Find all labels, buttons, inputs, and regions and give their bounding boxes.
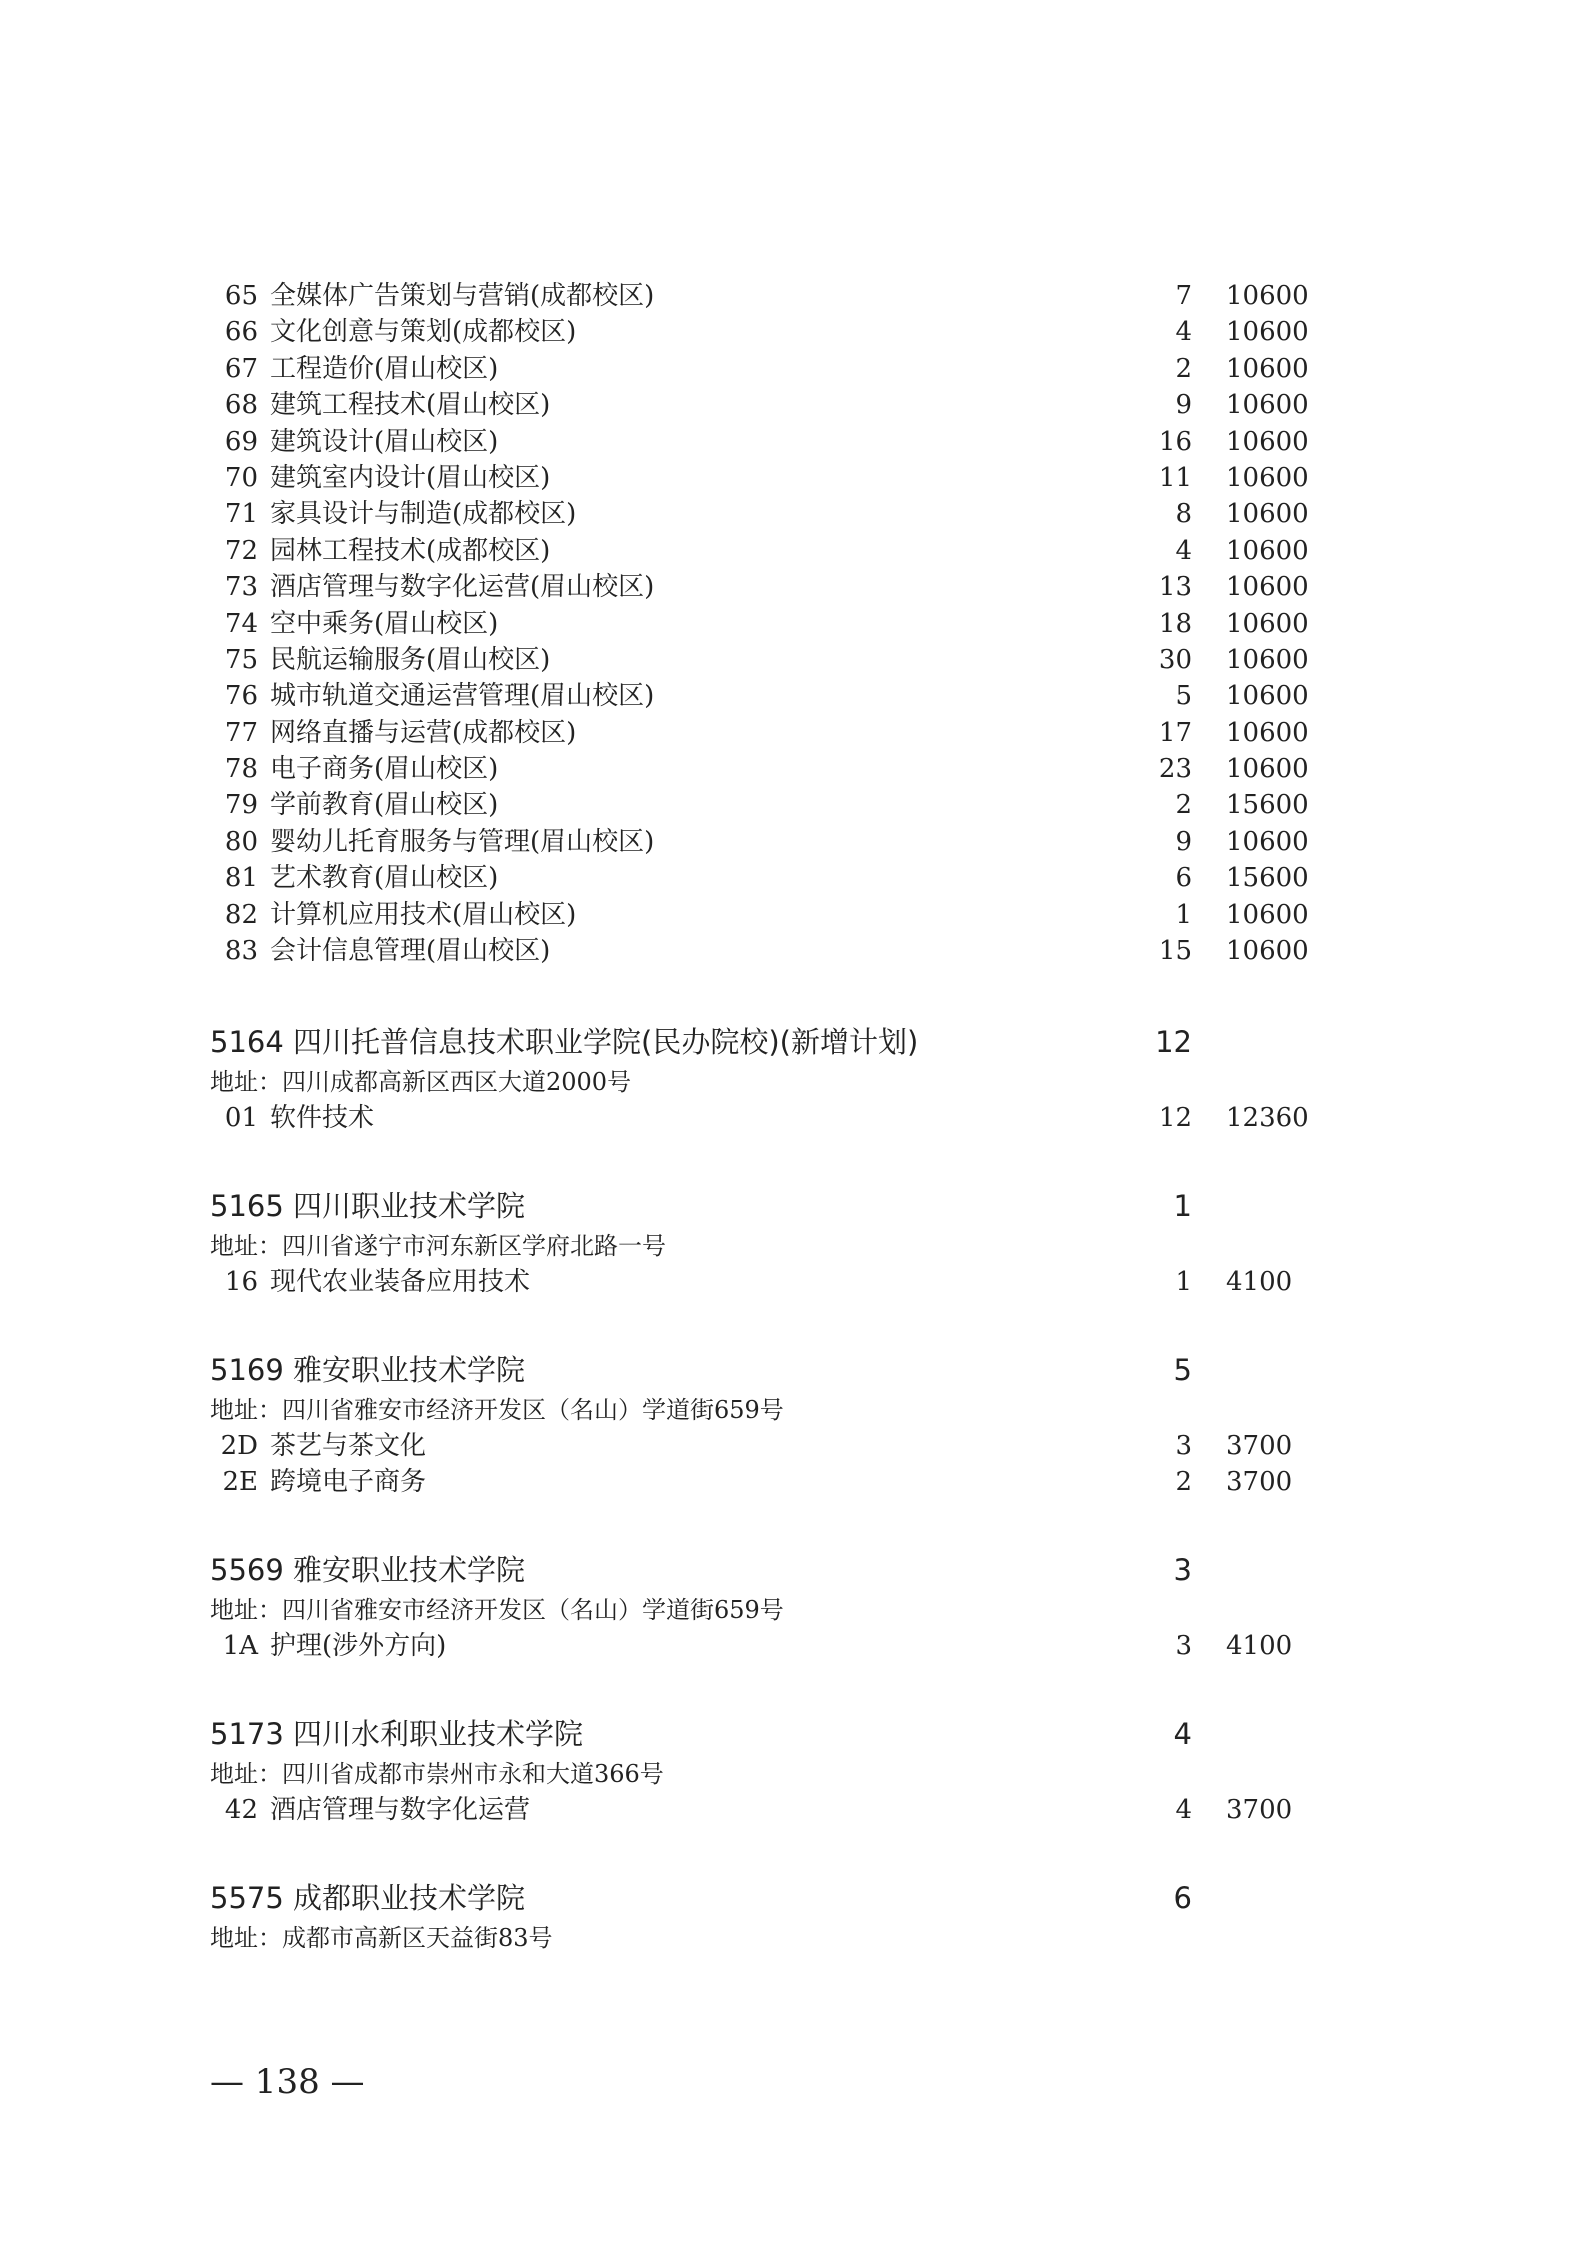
school-code: 5164 (210, 1025, 284, 1059)
major-name: 现代农业装备应用技术 (270, 1267, 531, 1297)
school-name: 四川水利职业技术学院 (293, 1717, 584, 1751)
school-section-5165 (0, 1184, 1587, 1300)
plan-count: 8 (1175, 499, 1192, 530)
tuition-fee: 10600 (1226, 535, 1309, 566)
school-plan-total: 1 (1173, 1189, 1192, 1223)
major-code: 01 (224, 1103, 258, 1133)
plan-count: 17 (1158, 717, 1192, 748)
major-name: 网络直播与运营(成都校区) (270, 717, 577, 748)
major-name: 建筑设计(眉山校区) (270, 426, 499, 457)
address-text: 地址：四川成都高新区西区大道2000号 (210, 1068, 632, 1096)
table-row (0, 751, 1587, 787)
school-header (0, 1184, 1587, 1228)
major-code: 81 (224, 863, 258, 894)
major-name: 学前教育(眉山校区) (270, 790, 499, 821)
major-code: 77 (224, 717, 258, 748)
school-header (0, 1548, 1587, 1592)
major-name: 酒店管理与数字化运营 (270, 1795, 531, 1825)
major-code: 80 (224, 826, 258, 857)
tuition-fee: 3700 (1226, 1795, 1293, 1825)
tuition-fee: 15600 (1226, 863, 1309, 894)
major-code: 73 (224, 572, 258, 603)
address-text: 地址：四川省遂宁市河东新区学府北路一号 (210, 1232, 666, 1260)
plan-count: 4 (1175, 317, 1192, 348)
school-name: 成都职业技术学院 (293, 1881, 526, 1915)
major-name: 会计信息管理(眉山校区) (270, 936, 551, 967)
major-code: 83 (224, 936, 258, 967)
major-name: 护理(涉外方向) (270, 1631, 447, 1661)
school-name: 四川职业技术学院 (293, 1189, 526, 1223)
major-code: 76 (224, 681, 258, 712)
address-text: 地址：四川省雅安市经济开发区（名山）学道街659号 (210, 1596, 784, 1624)
table-row (0, 933, 1587, 969)
school-header (0, 1712, 1587, 1756)
table-row (0, 1792, 1587, 1828)
school-address (0, 1064, 1587, 1100)
plan-count: 16 (1158, 426, 1192, 457)
major-name: 文化创意与策划(成都校区) (270, 317, 577, 348)
plan-count: 11 (1158, 462, 1192, 493)
plan-count: 13 (1158, 572, 1192, 603)
school-section-5169 (0, 1348, 1587, 1501)
major-name: 家具设计与制造(成都校区) (270, 499, 577, 530)
major-code: 70 (224, 462, 258, 493)
tuition-fee: 4100 (1226, 1631, 1293, 1661)
major-code: 82 (224, 899, 258, 930)
tuition-fee: 10600 (1226, 281, 1309, 311)
major-code: 66 (224, 317, 258, 348)
plan-count: 4 (1175, 535, 1192, 566)
school-address (0, 1392, 1587, 1428)
tuition-fee: 3700 (1226, 1431, 1293, 1461)
major-name: 婴幼儿托育服务与管理(眉山校区) (270, 826, 655, 857)
table-row (0, 460, 1587, 496)
plan-count: 6 (1175, 863, 1192, 894)
table-row (0, 278, 1587, 314)
school-address (0, 1592, 1587, 1628)
school-section-5173 (0, 1712, 1587, 1828)
school-code: 5173 (210, 1717, 284, 1751)
table-row (0, 1628, 1587, 1664)
major-name: 跨境电子商务 (270, 1467, 427, 1498)
school-name: 四川托普信息技术职业学院(民办院校)(新增计划) (293, 1025, 919, 1059)
tuition-fee: 10600 (1226, 936, 1309, 967)
major-name: 建筑室内设计(眉山校区) (270, 462, 551, 493)
table-row (0, 424, 1587, 460)
address-text: 地址：四川省成都市崇州市永和大道366号 (210, 1760, 664, 1788)
tuition-fee: 10600 (1226, 390, 1309, 421)
table-row (0, 897, 1587, 933)
school-code: 5575 (210, 1881, 284, 1915)
tuition-fee: 10600 (1226, 717, 1309, 748)
tuition-fee: 10600 (1226, 572, 1309, 603)
school-section-5569 (0, 1548, 1587, 1664)
major-name: 计算机应用技术(眉山校区) (270, 899, 577, 930)
plan-count: 3 (1175, 1631, 1192, 1661)
school-name: 雅安职业技术学院 (293, 1553, 526, 1587)
table-row (0, 860, 1587, 896)
school-plan-total: 6 (1173, 1881, 1192, 1915)
major-code: 69 (224, 426, 258, 457)
table-row (0, 642, 1587, 678)
tuition-fee: 10600 (1226, 353, 1309, 384)
plan-count: 4 (1175, 1795, 1192, 1825)
major-code: 65 (224, 281, 258, 311)
major-name: 酒店管理与数字化运营(眉山校区) (270, 572, 655, 603)
tuition-fee: 10600 (1226, 681, 1309, 712)
school-address (0, 1228, 1587, 1264)
major-code: 79 (224, 790, 258, 821)
school-plan-total: 12 (1155, 1025, 1192, 1059)
plan-count: 2 (1175, 790, 1192, 821)
plan-count: 1 (1175, 899, 1192, 930)
major-name: 园林工程技术(成都校区) (270, 535, 551, 566)
plan-count: 23 (1158, 754, 1192, 785)
tuition-fee: 10600 (1226, 826, 1309, 857)
major-name: 空中乘务(眉山校区) (270, 608, 499, 639)
school-address (0, 1920, 1587, 1956)
table-row (0, 824, 1587, 860)
tuition-fee: 10600 (1226, 499, 1309, 530)
school-plan-total: 3 (1173, 1553, 1192, 1587)
school-code: 5165 (210, 1189, 284, 1223)
major-name: 建筑工程技术(眉山校区) (270, 390, 551, 421)
plan-count: 2 (1175, 353, 1192, 384)
major-name: 软件技术 (270, 1103, 375, 1133)
plan-count: 15 (1158, 936, 1192, 967)
table-row (0, 715, 1587, 751)
plan-count: 2 (1175, 1467, 1192, 1498)
plan-count: 30 (1158, 644, 1192, 675)
major-code: 75 (224, 644, 258, 675)
page-number: — 138 — (210, 2062, 365, 2102)
table-row (0, 787, 1587, 823)
major-code: 2D (220, 1431, 258, 1461)
plan-count: 9 (1175, 390, 1192, 421)
tuition-fee: 3700 (1226, 1467, 1293, 1498)
plan-count: 9 (1175, 826, 1192, 857)
school-code: 5169 (210, 1353, 284, 1387)
table-row (0, 1464, 1587, 1500)
school-code: 5569 (210, 1553, 284, 1587)
major-code: 67 (224, 353, 258, 384)
tuition-fee: 10600 (1226, 462, 1309, 493)
major-name: 电子商务(眉山校区) (270, 754, 499, 785)
school-header (0, 1348, 1587, 1392)
address-text: 地址：四川省雅安市经济开发区（名山）学道街659号 (210, 1396, 784, 1424)
school-plan-total: 4 (1173, 1717, 1192, 1751)
tuition-fee: 15600 (1226, 790, 1309, 821)
school-section-5575 (0, 1876, 1587, 1956)
plan-count: 12 (1158, 1103, 1192, 1133)
tuition-fee: 10600 (1226, 317, 1309, 348)
major-code: 42 (224, 1795, 258, 1825)
major-code: 16 (224, 1267, 258, 1297)
major-name: 民航运输服务(眉山校区) (270, 644, 551, 675)
school-header (0, 1020, 1587, 1064)
major-name: 工程造价(眉山校区) (270, 353, 499, 384)
tuition-fee: 12360 (1226, 1103, 1309, 1133)
plan-count: 7 (1175, 281, 1192, 311)
tuition-fee: 4100 (1226, 1267, 1293, 1297)
major-code: 78 (224, 754, 258, 785)
plan-count: 3 (1175, 1431, 1192, 1461)
tuition-fee: 10600 (1226, 644, 1309, 675)
major-name: 艺术教育(眉山校区) (270, 863, 499, 894)
tuition-fee: 10600 (1226, 608, 1309, 639)
major-name: 茶艺与茶文化 (270, 1431, 427, 1461)
major-code: 2E (222, 1467, 258, 1498)
school-name: 雅安职业技术学院 (293, 1353, 526, 1387)
major-code: 68 (224, 390, 258, 421)
plan-count: 5 (1175, 681, 1192, 712)
table-row (0, 387, 1587, 423)
major-code: 1A (222, 1631, 258, 1661)
major-code: 72 (224, 535, 258, 566)
major-name: 全媒体广告策划与营销(成都校区) (270, 281, 655, 311)
major-code: 74 (224, 608, 258, 639)
plan-count: 18 (1158, 608, 1192, 639)
table-row (0, 314, 1587, 350)
tuition-fee: 10600 (1226, 899, 1309, 930)
address-text: 地址：成都市高新区天益街83号 (210, 1924, 553, 1952)
table-row (0, 569, 1587, 605)
major-code: 71 (224, 499, 258, 530)
major-list (0, 278, 1587, 969)
table-row (0, 1100, 1587, 1136)
school-address (0, 1756, 1587, 1792)
table-row (0, 1264, 1587, 1300)
school-plan-total: 5 (1173, 1353, 1192, 1387)
table-row (0, 496, 1587, 532)
major-name: 城市轨道交通运营管理(眉山校区) (270, 681, 655, 712)
school-section-5164 (0, 1020, 1587, 1136)
table-row (0, 1428, 1587, 1464)
tuition-fee: 10600 (1226, 426, 1309, 457)
table-row (0, 351, 1587, 387)
table-row (0, 678, 1587, 714)
school-header (0, 1876, 1587, 1920)
tuition-fee: 10600 (1226, 754, 1309, 785)
table-row (0, 606, 1587, 642)
table-row (0, 533, 1587, 569)
plan-count: 1 (1175, 1267, 1192, 1297)
